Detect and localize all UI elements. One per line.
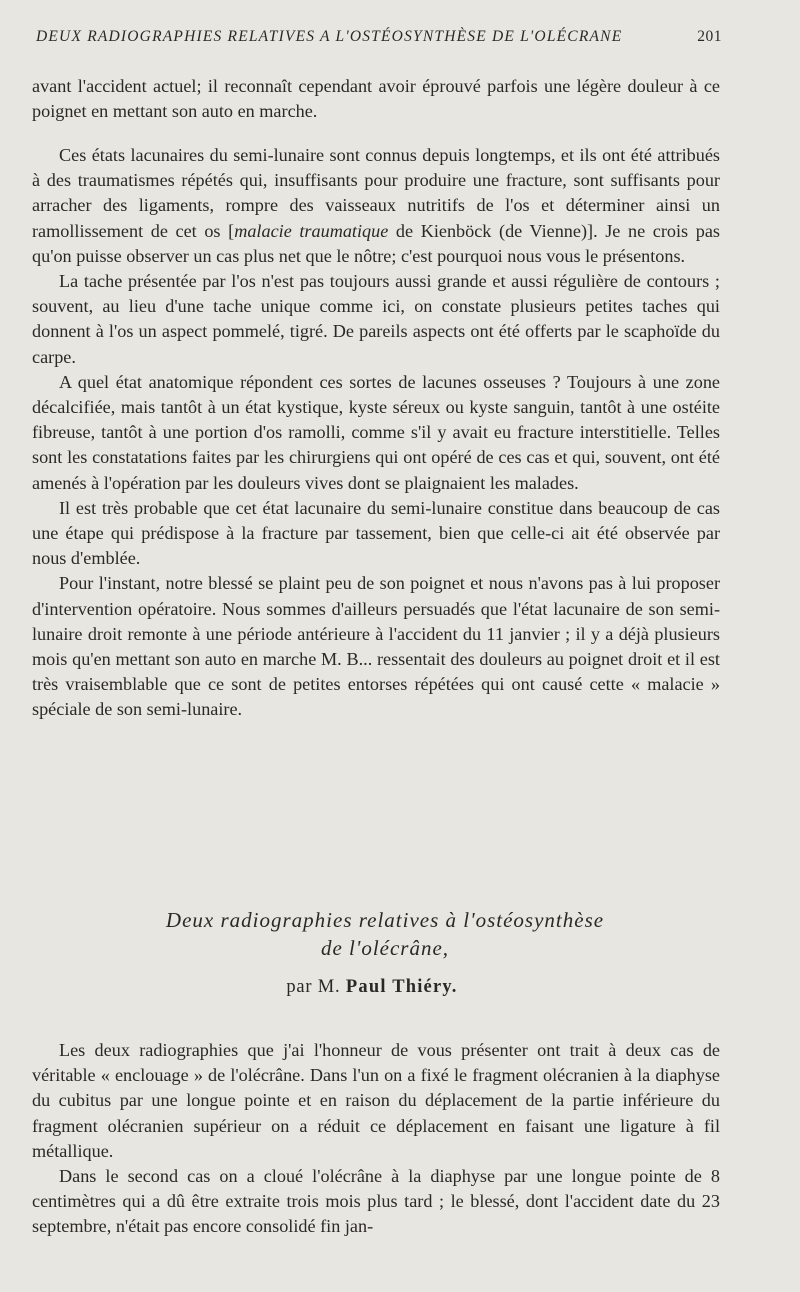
article-title-line-1: Deux radiographies relatives à l'ostéosynthèse [165, 908, 605, 932]
article-title-line-2: de l'olécrâne, [320, 936, 450, 960]
continuation-paragraph: avant l'accident actuel; il reconnaît cependant avoir éprouvé parfois une légère douleur à ce poignet en mettant son auto en marche. [32, 76, 720, 122]
main-text-block [32, 143, 720, 723]
running-title: DEUX RADIOGRAPHIES RELATIVES A L'OSTÉOSYNTHÈSE DE L'OLÉCRANE [36, 28, 623, 45]
article-byline [0, 977, 744, 998]
paragraph-1-part-b: de Kienböck (de Vienne)]. Je ne crois pas qu'on puisse observer un cas plus net que le nôtre; c'est pourquoi nous vous le présentons. [32, 220, 720, 266]
article-body [32, 1038, 720, 1240]
paragraph-4: Il est très probable que cet état lacunaire du semi-lunaire constitue dans beaucoup de cas une étape qui prédispose à la fracture par tassement, bien que celle-ci ait été observée par nous d'emblée. [32, 497, 720, 569]
paragraph-3: A quel état anatomique répondent ces sortes de lacunes osseuses ? Toujours à une zone décalcifiée, mais tantôt à un état kystique, kyste séreux ou kyste sanguin, tantôt à une ostéite fibreuse, tantôt à une portion d'os ramolli, comme s'il y avait eu fracture interstitielle. Telles sont les constatations faites par les chirurgiens qui ont opéré de ces cas et qui, souvent, ont été amenés à l'opération par les douleurs vives dont se plaignaient les malades. [32, 371, 720, 493]
article-paragraph-2: Dans le second cas on a cloué l'olécrâne à la diaphyse par une longue pointe de 8 centimètres qui a dû être extraite trois mois plus tard ; le blessé, dont l'accident date du 23 septembre, n'était pas encore consolidé fin jan- [32, 1166, 720, 1237]
author-name: Paul Thiéry. [345, 977, 458, 997]
byline-prefix: par M. [286, 977, 341, 997]
paragraph-2: La tache présentée par l'os n'est pas toujours aussi grande et aussi régulière de contours ; souvent, au lieu d'une tache unique comme ici, on constate plusieurs petites taches qui donnent à l'os un aspect pommelé, tigré. De pareils aspects ont été offerts par le scaphoïde du carpe. [32, 271, 720, 367]
running-header [36, 28, 722, 46]
paragraph-1 [32, 143, 720, 269]
page-number: 201 [697, 28, 722, 45]
paragraph-5: Pour l'instant, notre blessé se plaint peu de son poignet et nous n'avons pas à lui proposer d'intervention opératoire. Nous sommes d'ailleurs persuadés que l'état lacunaire de son semi-lunaire droit remonte à une période antérieure à l'accident du 11 janvier ; il y a déjà plusieurs mois qu'en mettant son auto en marche M. B... ressentait des douleurs au poignet droit et il est très vraisemblable que ce sont de petites entorses répétées qui ont causé cette « malacie » spéciale de son semi-lunaire. [32, 573, 720, 720]
article-title [0, 906, 770, 962]
continuation-block [32, 74, 720, 124]
article-paragraph-1: Les deux radiographies que j'ai l'honneur de vous présenter ont trait à deux cas de véritable « enclouage » de l'olécrâne. Dans l'un on a fixé le fragment olécranien à la diaphyse du cubitus par une longue pointe et en raison du déplacement de la partie inférieure du fragment olécranien supérieur on a réduit ce déplacement en faisant une ligature à fil métallique. [32, 1040, 720, 1161]
paragraph-1-italic-term: malacie traumatique [234, 220, 389, 241]
paragraph-1-part-a: Ces états lacunaires du semi-lunaire sont connus depuis longtemps, et ils ont été attribués à des traumatismes répétés qui, insuffisants pour produire une fracture, sont suffisants pour arracher des ligaments, rompre des vaisseaux nutritifs de l'os et déterminer ainsi un ramollissement de cet os [ [32, 145, 720, 241]
